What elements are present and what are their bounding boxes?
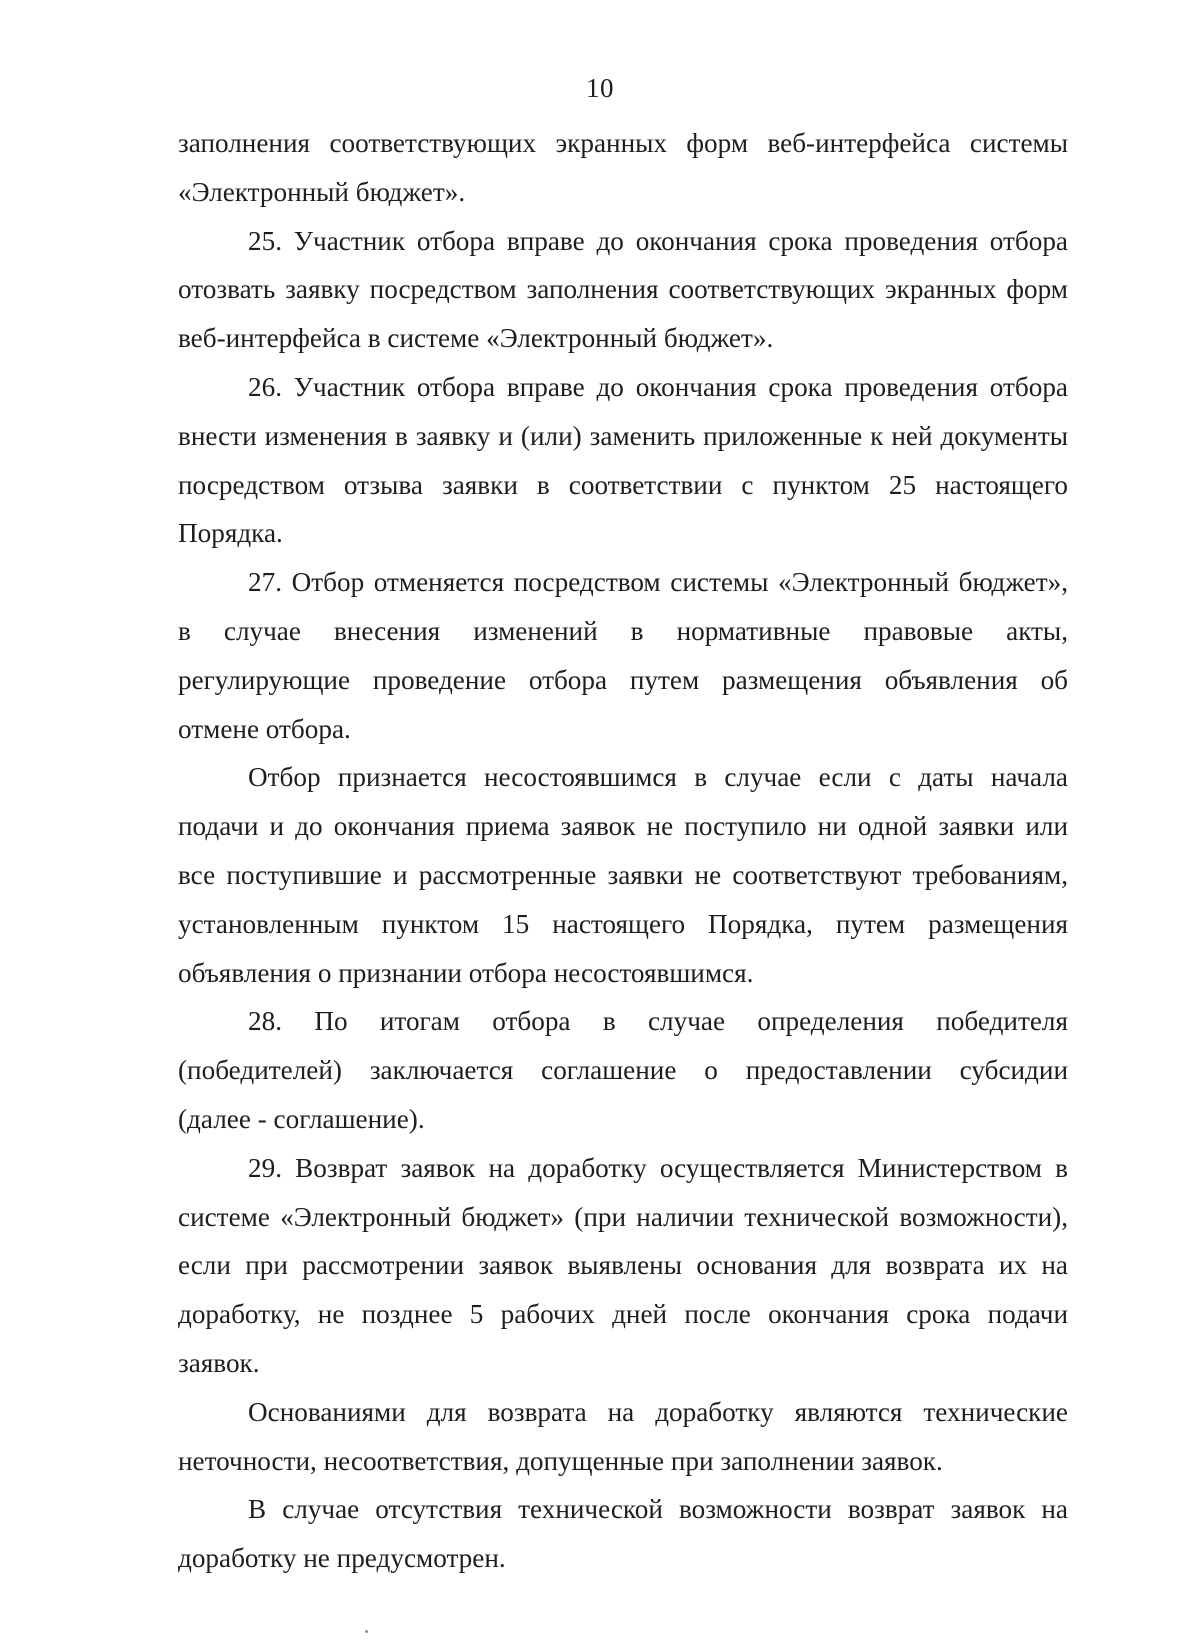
text-line: системе «Электронный бюджет» (при наличии технической возможности),	[178, 1201, 1068, 1232]
text-line: Отбор признается несостоявшимся в случае если с даты начала	[248, 762, 1068, 793]
text-line: доработку не предусмотрен.	[178, 1543, 506, 1574]
text-line: веб-интерфейса в системе «Электронный бюджет».	[178, 323, 774, 354]
text-line: внести изменения в заявку и (или) заменить приложенные к ней документы	[178, 420, 1068, 451]
paragraph-28	[178, 997, 1068, 1143]
text-line: доработку, не позднее 5 рабочих дней после окончания срока подачи	[178, 1299, 1068, 1330]
page-number: 10	[586, 73, 614, 103]
text-line: 25. Участник отбора вправе до окончания срока проведения отбора	[248, 225, 1068, 256]
text-line: 26. Участник отбора вправе до окончания срока проведения отбора	[248, 371, 1068, 402]
text-line: 27. Отбор отменяется посредством системы «Электронный бюджет»,	[248, 567, 1068, 598]
text-line: объявления о признании отбора несостоявшимся.	[178, 957, 754, 988]
paragraph-intro	[178, 119, 1068, 217]
text-line: «Электронный бюджет».	[178, 176, 466, 207]
text-line: Порядка.	[178, 518, 283, 549]
text-line: заявок.	[178, 1347, 260, 1378]
text-line: установленным пунктом 15 настоящего Порядка, путем размещения	[178, 908, 1068, 939]
paragraph-27-failed-selection	[178, 753, 1068, 997]
text-line: Основаниями для возврата на доработку являются технические	[248, 1396, 1068, 1427]
paragraph-25	[178, 217, 1068, 363]
paragraph-29-grounds	[178, 1388, 1068, 1486]
text-line: (победителей) заключается соглашение о предоставлении субсидии	[178, 1055, 1068, 1086]
paragraph-29-no-capability	[178, 1485, 1068, 1583]
text-line: отмене отбора.	[178, 713, 351, 744]
text-line: регулирующие проведение отбора путем размещения объявления об	[178, 664, 1068, 695]
paragraph-29	[178, 1144, 1068, 1388]
text-line: подачи и до окончания приема заявок не поступило ни одной заявки или	[178, 811, 1068, 842]
text-line: 29. Возврат заявок на доработку осуществляется Министерством в	[248, 1152, 1068, 1183]
text-line: заполнения соответствующих экранных форм веб-интерфейса системы	[178, 128, 1068, 158]
text-line: в случае внесения изменений в нормативные правовые акты,	[178, 615, 1068, 646]
paragraph-27	[178, 558, 1068, 753]
text-line: (далее - соглашение).	[178, 1103, 425, 1134]
text-line: если при рассмотрении заявок выявлены основания для возврата их на	[178, 1250, 1068, 1281]
scan-speck	[365, 1630, 368, 1633]
document-body	[178, 119, 1068, 1583]
paragraph-26	[178, 363, 1068, 558]
text-line: все поступившие и рассмотренные заявки не соответствуют требованиям,	[178, 859, 1068, 890]
text-line: 28. По итогам отбора в случае определения победителя	[248, 1006, 1068, 1037]
text-line: В случае отсутствия технической возможности возврат заявок на	[248, 1494, 1068, 1525]
text-line: неточности, несоответствия, допущенные при заполнении заявок.	[178, 1445, 943, 1476]
text-line: отозвать заявку посредством заполнения соответствующих экранных форм	[178, 274, 1068, 305]
text-line: посредством отзыва заявки в соответствии с пунктом 25 настоящего	[178, 469, 1068, 500]
